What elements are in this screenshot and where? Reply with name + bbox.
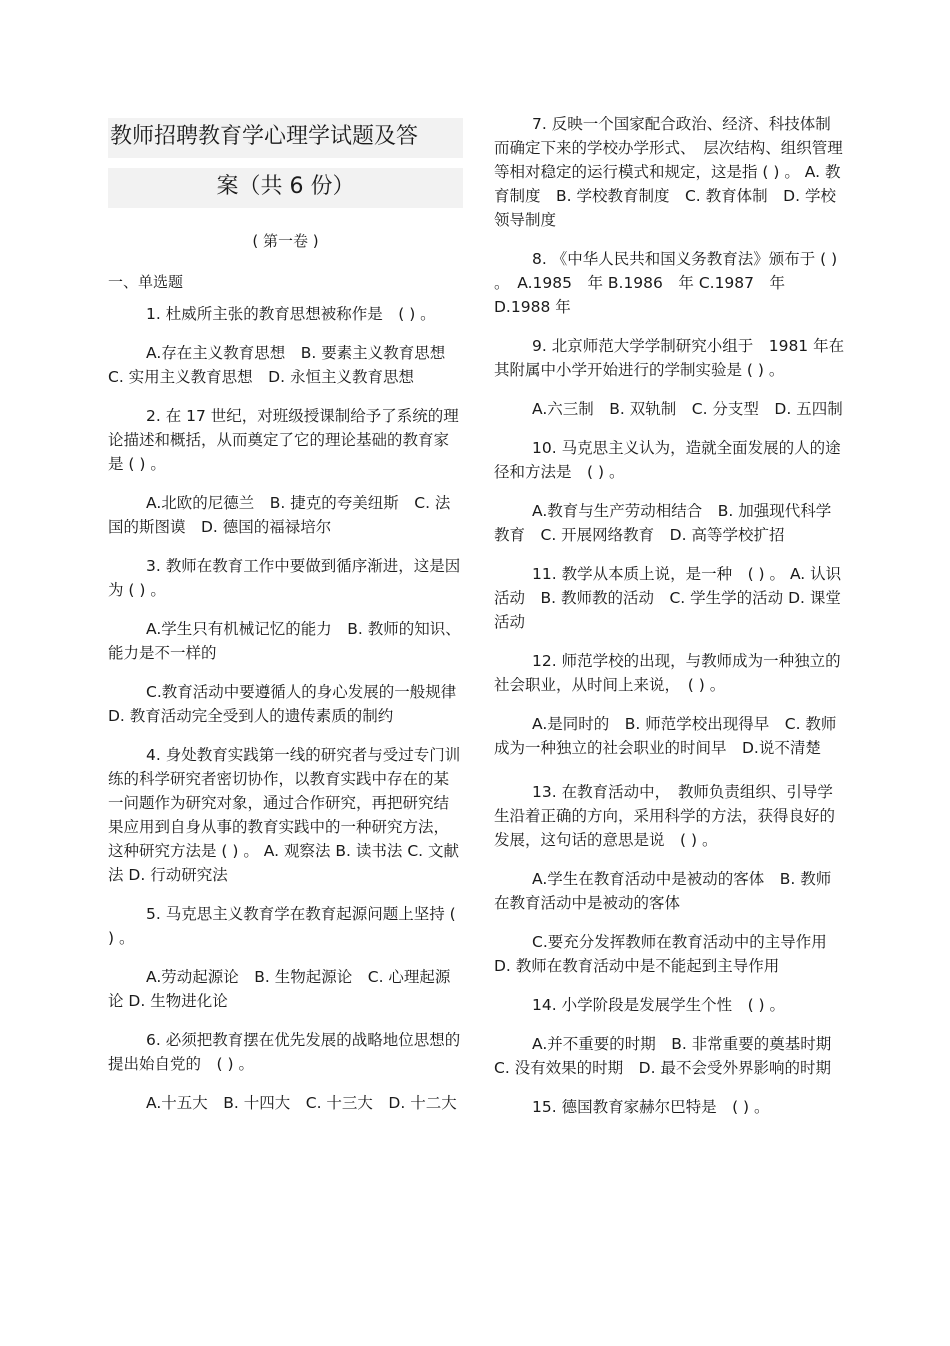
question-12: 12. 师范学校的出现，与教师成为一种独立的社会职业，从时间上来说， ( ) 。 (494, 652, 841, 694)
question-12-options: A.是同时的 B. 师范学校出现得早 C. 教师成为一种独立的社会职业的时间早 D.说不清楚 (494, 715, 837, 757)
question-11: 11. 教学从本质上说，是一种 ( ) 。 A. 认识活动 B. 教师教的活动 C. 学生学的活动 D. 课堂活动 (494, 565, 842, 631)
question-13: 13. 在教育活动中， 教师负责组织、引导学生沿着正确的方向，采用科学的方法，获得良好的发展，这句话的意思是说 ( ) 。 (494, 783, 836, 849)
question-7: 7. 反映一个国家配合政治、经济、科技体制而确定下来的学校办学形式、 层次结构、组织管理等相对稳定的运行模式和规定，这是指 ( ) 。 A. 教育制度 B. 学校教育制度 C. 教育体制 D. 学校领导制度 (494, 115, 843, 229)
right-column (494, 112, 846, 1119)
question-6-options: A.十五大 B. 十四大 C. 十三大 D. 十二大 (146, 1094, 457, 1112)
question-6: 6. 必须把教育摆在优先发展的战略地位思想的提出始自党的 ( ) 。 (108, 1031, 461, 1073)
question-9-options: A.六三制 B. 双轨制 C. 分支型 D. 五四制 (532, 400, 843, 418)
question-3-options-ab: A.学生只有机械记忆的能力 B. 教师的知识、能力是不一样的 (108, 620, 461, 662)
left-column (108, 118, 463, 1115)
question-5: 5. 马克思主义教育学在教育起源问题上坚持 ( ) 。 (108, 905, 456, 947)
question-13-options-cd: C.要充分发挥教师在教育活动中的主导作用 D. 教师在教育活动中是不能起到主导作用 (494, 933, 827, 975)
question-14: 14. 小学阶段是发展学生个性 ( ) 。 (532, 996, 786, 1014)
section-heading: 一、单选题 (108, 273, 184, 291)
question-2-options: A.北欧的尼德兰 B. 捷克的夸美纽斯 C. 法国的斯图谟 D. 德国的福禄培尔 (108, 494, 451, 536)
question-1-options: A.存在主义教育思想 B. 要素主义教育思想 C. 实用主义教育思想 D. 永恒主义教育思想 (108, 344, 446, 386)
question-14-options: A.并不重要的时期 B. 非常重要的奠基时期 C. 没有效果的时期 D. 最不会受外界影响的时期 (494, 1035, 832, 1077)
document-title-line2: 案（共 6 份） (108, 168, 463, 208)
volume-label: ( 第一卷 ) (252, 232, 319, 250)
question-9: 9. 北京师范大学学制研究小组于 1981 年在其附属中小学开始进行的学制实验是 ( ) 。 (494, 337, 845, 379)
question-8: 8. 《中华人民共和国义务教育法》颁布于 ( ) 。 A.1985 年 B.1986 年 C.1987 年 D.1988 年 (494, 250, 838, 316)
question-15: 15. 德国教育家赫尔巴特是 ( ) 。 (532, 1098, 770, 1116)
question-1: 1. 杜威所主张的教育思想被称作是 ( ) 。 (146, 305, 436, 323)
question-10: 10. 马克思主义认为，造就全面发展的人的途径和方法是 ( ) 。 (494, 439, 841, 481)
question-3-options-cd: C.教育活动中要遵循人的身心发展的一般规律 D. 教育活动完全受到人的遗传素质的制约 (108, 683, 457, 725)
document-title-line1: 教师招聘教育学心理学试题及答 (108, 118, 463, 158)
question-10-options: A.教育与生产劳动相结合 B. 加强现代科学教育 C. 开展网络教育 D. 高等学校扩招 (494, 502, 832, 544)
question-5-options: A.劳动起源论 B. 生物起源论 C. 心理起源论 D. 生物进化论 (108, 968, 451, 1010)
question-3: 3. 教师在教育工作中要做到循序渐进，这是因为 ( ) 。 (108, 557, 461, 599)
question-4: 4. 身处教育实践第一线的研究者与受过专门训练的科学研究者密切协作，以教育实践中存在的某一问题作为研究对象，通过合作研究，再把研究结果应用到自身从事的教育实践中的一种研究方法，这种研究方法是 ( ) 。 A. 观察法 B. 读书法 C. 文献法 D. 行动研究法 (108, 746, 461, 884)
question-2: 2. 在 17 世纪，对班级授课制给予了系统的理论描述和概括，从而奠定了它的理论基础的教育家是 ( ) 。 (108, 407, 459, 473)
question-13-options-ab: A.学生在教育活动中是被动的客体 B. 教师在教育活动中是被动的客体 (494, 870, 832, 912)
